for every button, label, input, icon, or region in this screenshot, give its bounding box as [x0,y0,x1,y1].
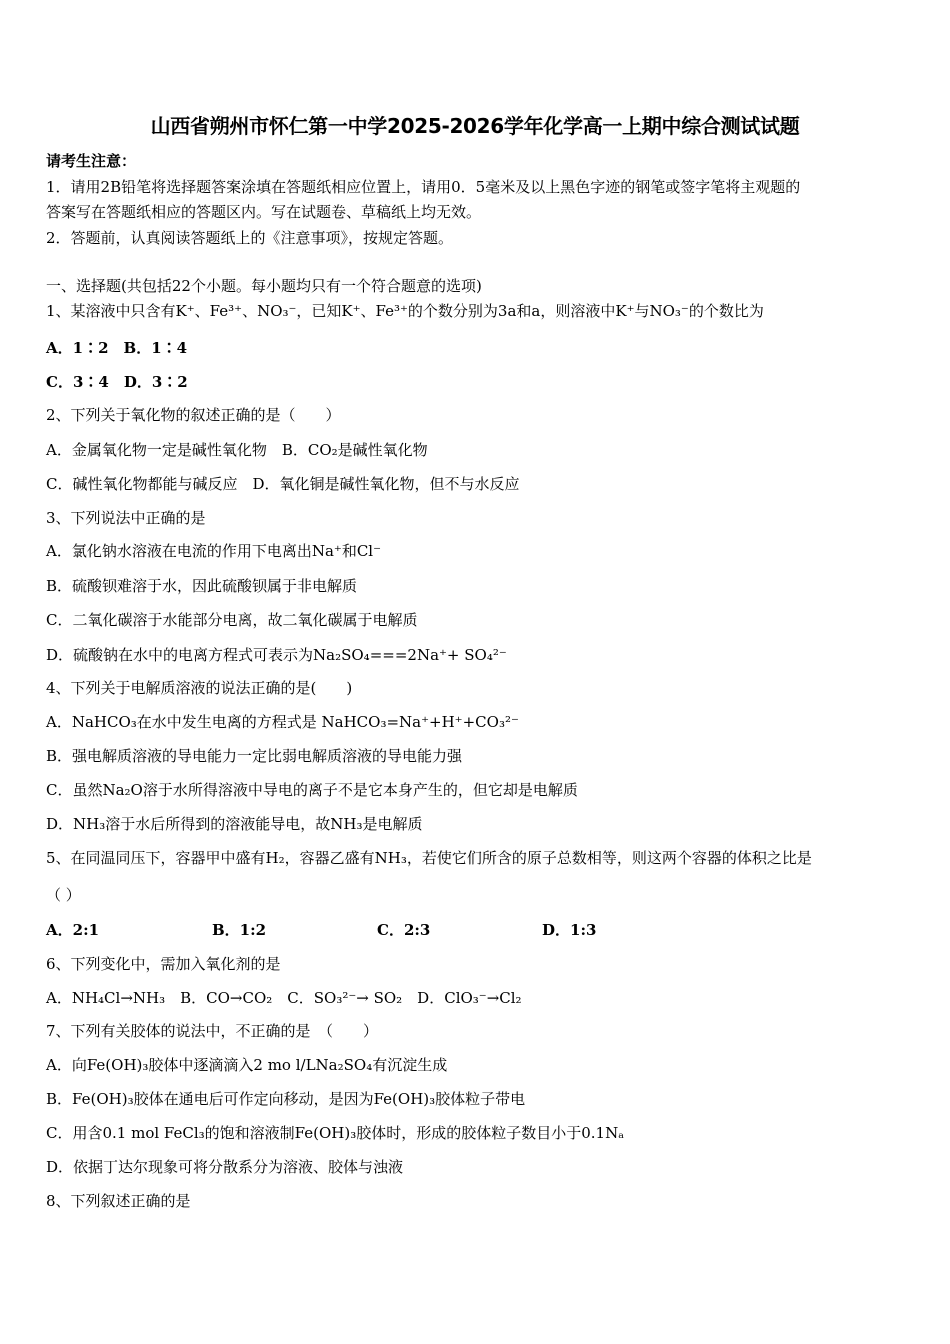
question-4-stem: 4、下列关于电解质溶液的说法正确的是( ) [46,679,353,697]
question-4-option-d: D．NH₃溶于水后所得到的溶液能导电，故NH₃是电解质 [46,815,423,833]
notice-item-1-line-1: 1．请用2B铅笔将选择题答案涂填在答题纸相应位置上，请用0．5毫米及以上黑色字迹的钢笔或签字笔将主观题的 [46,178,801,196]
question-7-stem: 7、下列有关胶体的说法中，不正确的是 （ ） [46,1022,379,1040]
question-4-option-c: C．虽然Na₂O溶于水所得溶液中导电的离子不是它本身产生的，但它却是电解质 [46,781,578,799]
notice-heading: 请考生注意： [46,152,137,170]
question-8-stem: 8、下列叙述正确的是 [46,1192,191,1210]
question-1-stem: 1、某溶液中只含有K⁺、Fe³⁺、NO₃⁻，已知K⁺、Fe³⁺的个数分别为3a和a，则溶液中K⁺与NO₃⁻的个数比为 [46,302,764,320]
question-4-option-b: B．强电解质溶液的导电能力一定比弱电解质溶液的导电能力强 [46,747,463,765]
question-4-option-a: A．NaHCO₃在水中发生电离的方程式是 NaHCO₃=Na⁺+H⁺+CO₃²⁻ [46,713,519,731]
question-3-option-c: C．二氧化碳溶于水能部分电离，故二氧化碳属于电解质 [46,611,418,629]
question-1-options-row-1: A．1∶2 B．1∶4 [46,339,188,357]
question-3-option-b: B．硫酸钡难溶于水，因此硫酸钡属于非电解质 [46,577,358,595]
question-7-option-d: D．依据丁达尔现象可将分散系分为溶液、胶体与浊液 [46,1158,404,1176]
question-5-option-d: D．1:3 [542,921,597,939]
question-6-stem: 6、下列变化中，需加入氧化剂的是 [46,955,281,973]
question-3-option-d: D．硫酸钠在水中的电离方程式可表示为Na₂SO₄===2Na⁺+ SO₄²⁻ [46,646,507,664]
question-5-stem-cont: （ ） [46,886,81,904]
page-title: 山西省朔州市怀仁第一中学2025-2026学年化学高一上期中综合测试试题 [150,114,800,138]
section-heading: 一、选择题(共包括22个小题。每小题均只有一个符合题意的选项) [46,277,482,295]
question-6-options: A．NH₄Cl→NH₃ B．CO→CO₂ C．SO₃²⁻→ SO₂ D．ClO₃⁻→Cl₂ [46,989,522,1007]
notice-item-1-line-2: 答案写在答题纸相应的答题区内。写在试题卷、草稿纸上均无效。 [46,203,482,221]
question-5-option-b: B．1:2 [212,921,267,939]
question-5-stem: 5、在同温同压下，容器甲中盛有H₂，容器乙盛有NH₃，若使它们所含的原子总数相等，则这两个容器的体积之比是 [46,849,812,867]
question-2-stem: 2、下列关于氧化物的叙述正确的是（ ） [46,406,341,424]
question-2-options-row-2: C．碱性氧化物都能与碱反应 D．氧化铜是碱性氧化物，但不与水反应 [46,475,520,493]
question-5-option-a: A．2:1 [46,921,100,939]
notice-item-2: 2．答题前，认真阅读答题纸上的《注意事项》，按规定答题。 [46,229,454,247]
question-5-option-c: C．2:3 [377,921,431,939]
question-1-options-row-2: C．3∶4 D．3∶2 [46,373,188,391]
question-7-option-c: C．用含0.1 mol FeCl₃的饱和溶液制Fe(OH)₃胶体时，形成的胶体粒子数目小于0.1Nₐ [46,1124,625,1142]
question-7-option-b: B．Fe(OH)₃胶体在通电后可作定向移动，是因为Fe(OH)₃胶体粒子带电 [46,1090,526,1108]
question-3-option-a: A．氯化钠水溶液在电流的作用下电离出Na⁺和Cl⁻ [46,542,382,560]
question-3-stem: 3、下列说法中正确的是 [46,509,206,527]
question-2-options-row-1: A．金属氧化物一定是碱性氧化物 B．CO₂是碱性氧化物 [46,441,428,459]
question-7-option-a: A．向Fe(OH)₃胶体中逐滴滴入2 mo l/LNa₂SO₄有沉淀生成 [46,1056,448,1074]
